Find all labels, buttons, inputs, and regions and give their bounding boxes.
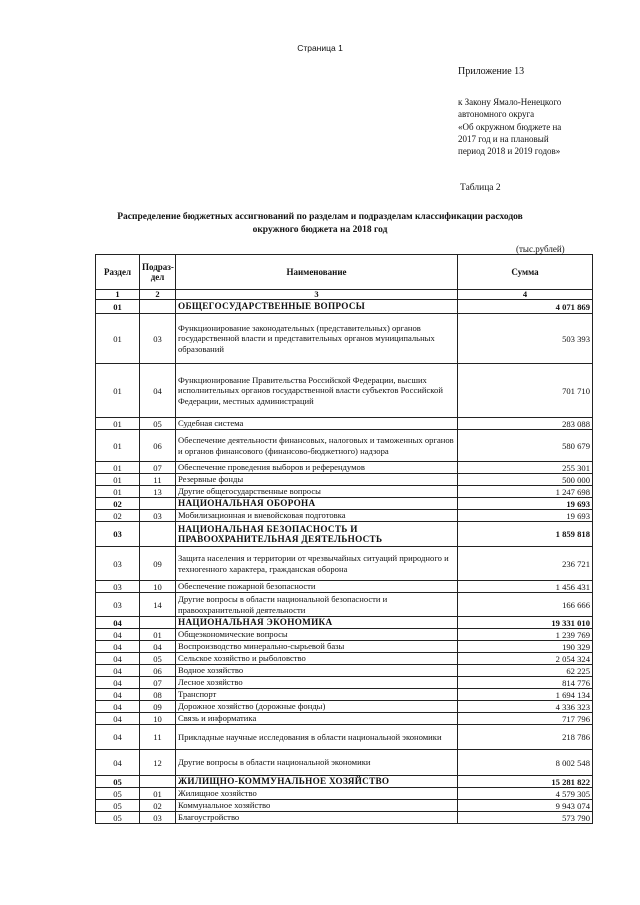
sum-cell: 166 666 [458, 593, 593, 617]
podrazdel-cell [140, 776, 176, 788]
header-podrazdel: Подраз-дел [140, 255, 176, 290]
podrazdel-cell: 03 [140, 314, 176, 364]
sum-cell: 9 943 074 [458, 800, 593, 812]
razdel-cell: 05 [96, 812, 140, 824]
table-row [96, 665, 593, 677]
law-line: автономного округа [458, 109, 535, 120]
header-sum: Сумма [458, 255, 593, 290]
table-row [96, 418, 593, 430]
sum-cell: 701 710 [458, 364, 593, 418]
razdel-cell: 01 [96, 462, 140, 474]
podrazdel-cell: 06 [140, 665, 176, 677]
sum-cell: 4 336 323 [458, 701, 593, 713]
budget-table [95, 254, 593, 824]
sum-cell: 236 721 [458, 547, 593, 581]
podrazdel-cell: 13 [140, 486, 176, 498]
podrazdel-cell: 12 [140, 750, 176, 776]
name-cell: Обеспечение пожарной безопасности [176, 581, 458, 593]
section-row [96, 498, 593, 510]
section-row [96, 522, 593, 547]
table-row [96, 486, 593, 498]
podrazdel-cell: 09 [140, 547, 176, 581]
sum-cell: 4 071 869 [458, 300, 593, 314]
law-line: 2017 год и на плановый [458, 133, 549, 144]
sum-cell: 1 694 134 [458, 689, 593, 701]
sum-cell: 717 796 [458, 713, 593, 725]
column-number: 2 [140, 290, 176, 300]
table-row [96, 701, 593, 713]
table-row [96, 812, 593, 824]
name-cell: Другие общегосударственные вопросы [176, 486, 458, 498]
sum-cell: 580 679 [458, 430, 593, 462]
razdel-cell: 04 [96, 629, 140, 641]
razdel-cell: 04 [96, 665, 140, 677]
sum-cell: 62 225 [458, 665, 593, 677]
name-cell: Коммунальное хозяйство [176, 800, 458, 812]
name-cell: Водное хозяйство [176, 665, 458, 677]
table-row [96, 629, 593, 641]
table-row [96, 788, 593, 800]
name-cell: ЖИЛИЩНО-КОММУНАЛЬНОЕ ХОЗЯЙСТВО [176, 776, 458, 788]
title-line: Распределение бюджетных ассигнований по разделам и подразделам классификации расходов [117, 212, 523, 222]
sum-cell: 500 000 [458, 474, 593, 486]
name-cell: Сельское хозяйство и рыболовство [176, 653, 458, 665]
header-name: Наименование [176, 255, 458, 290]
podrazdel-cell [140, 300, 176, 314]
sum-cell: 1 859 818 [458, 522, 593, 547]
section-row [96, 617, 593, 629]
razdel-cell: 03 [96, 547, 140, 581]
podrazdel-cell: 07 [140, 677, 176, 689]
name-cell: Общеэкономические вопросы [176, 629, 458, 641]
name-cell: Воспроизводство минерально-сырьевой базы [176, 641, 458, 653]
podrazdel-cell: 04 [140, 641, 176, 653]
name-cell: Жилищное хозяйство [176, 788, 458, 800]
razdel-cell: 01 [96, 300, 140, 314]
name-cell: НАЦИОНАЛЬНАЯ ЭКОНОМИКА [176, 617, 458, 629]
sum-cell: 573 790 [458, 812, 593, 824]
podrazdel-cell: 03 [140, 812, 176, 824]
table-row [96, 581, 593, 593]
podrazdel-cell: 08 [140, 689, 176, 701]
razdel-cell: 01 [96, 430, 140, 462]
sum-cell: 255 301 [458, 462, 593, 474]
podrazdel-cell: 10 [140, 713, 176, 725]
name-cell: Другие вопросы в области национальной безопасности и правоохранительной деятельности [176, 593, 458, 617]
razdel-cell: 04 [96, 689, 140, 701]
law-reference [458, 96, 561, 157]
razdel-cell: 03 [96, 581, 140, 593]
name-cell: ОБЩЕГОСУДАРСТВЕННЫЕ ВОПРОСЫ [176, 300, 458, 314]
name-cell: Дорожное хозяйство (дорожные фонды) [176, 701, 458, 713]
name-cell: Другие вопросы в области национальной экономики [176, 750, 458, 776]
razdel-cell: 03 [96, 593, 140, 617]
sum-cell: 8 002 548 [458, 750, 593, 776]
razdel-cell: 04 [96, 713, 140, 725]
razdel-cell: 02 [96, 510, 140, 522]
razdel-cell: 01 [96, 474, 140, 486]
section-row [96, 300, 593, 314]
razdel-cell: 04 [96, 725, 140, 750]
document-title [90, 211, 550, 237]
sum-cell: 1 456 431 [458, 581, 593, 593]
sum-cell: 19 693 [458, 510, 593, 522]
podrazdel-cell: 01 [140, 788, 176, 800]
name-cell: Обеспечение деятельности финансовых, налоговых и таможенных органов и органов финансового (финансово-бюджетного) надзора [176, 430, 458, 462]
column-number: 4 [458, 290, 593, 300]
table-row [96, 677, 593, 689]
name-cell: Функционирование Правительства Российской Федерации, высших исполнительных органов государственной власти субъектов Российской Федерации, местных администраций [176, 364, 458, 418]
sum-cell: 190 329 [458, 641, 593, 653]
name-cell: Резервные фонды [176, 474, 458, 486]
podrazdel-cell: 11 [140, 474, 176, 486]
table-row [96, 689, 593, 701]
name-cell: НАЦИОНАЛЬНАЯ БЕЗОПАСНОСТЬ И ПРАВООХРАНИТЕЛЬНАЯ ДЕЯТЕЛЬНОСТЬ [176, 522, 458, 547]
section-row [96, 776, 593, 788]
razdel-cell: 04 [96, 641, 140, 653]
podrazdel-cell: 01 [140, 629, 176, 641]
podrazdel-cell: 03 [140, 510, 176, 522]
table-row [96, 430, 593, 462]
law-line: к Закону Ямало-Ненецкого [458, 97, 562, 107]
podrazdel-cell: 02 [140, 800, 176, 812]
podrazdel-cell: 06 [140, 430, 176, 462]
table-row [96, 641, 593, 653]
table-row [96, 462, 593, 474]
podrazdel-cell: 05 [140, 653, 176, 665]
razdel-cell: 03 [96, 522, 140, 547]
sum-cell: 503 393 [458, 314, 593, 364]
podrazdel-cell [140, 522, 176, 547]
table-row [96, 364, 593, 418]
sum-cell: 19 693 [458, 498, 593, 510]
name-cell: Транспорт [176, 689, 458, 701]
podrazdel-cell [140, 617, 176, 629]
title-line: окружного бюджета на 2018 год [252, 225, 388, 235]
name-cell: Лесное хозяйство [176, 677, 458, 689]
name-cell: НАЦИОНАЛЬНАЯ ОБОРОНА [176, 498, 458, 510]
podrazdel-cell: 07 [140, 462, 176, 474]
razdel-cell: 01 [96, 314, 140, 364]
podrazdel-cell: 09 [140, 701, 176, 713]
sum-cell: 15 281 822 [458, 776, 593, 788]
table-row [96, 750, 593, 776]
sum-cell: 218 786 [458, 725, 593, 750]
table-row [96, 593, 593, 617]
razdel-cell: 01 [96, 486, 140, 498]
podrazdel-cell [140, 498, 176, 510]
razdel-cell: 05 [96, 776, 140, 788]
sum-cell: 19 331 010 [458, 617, 593, 629]
podrazdel-cell: 05 [140, 418, 176, 430]
name-cell: Прикладные научные исследования в области национальной экономики [176, 725, 458, 750]
column-number: 3 [176, 290, 458, 300]
sum-cell: 4 579 305 [458, 788, 593, 800]
podrazdel-cell: 11 [140, 725, 176, 750]
razdel-cell: 04 [96, 750, 140, 776]
sum-cell: 814 776 [458, 677, 593, 689]
page-label: Страница 1 [297, 43, 343, 53]
table-row [96, 725, 593, 750]
table-row [96, 547, 593, 581]
column-number: 1 [96, 290, 140, 300]
law-line: «Об окружном бюджете на [458, 121, 562, 132]
razdel-cell: 02 [96, 498, 140, 510]
table-row [96, 510, 593, 522]
sum-cell: 283 088 [458, 418, 593, 430]
razdel-cell: 05 [96, 800, 140, 812]
razdel-cell: 05 [96, 788, 140, 800]
sum-cell: 1 247 698 [458, 486, 593, 498]
name-cell: Мобилизационная и вневойсковая подготовка [176, 510, 458, 522]
law-line: период 2018 и 2019 годов» [458, 146, 561, 157]
table-row [96, 713, 593, 725]
razdel-cell: 04 [96, 677, 140, 689]
sum-cell: 1 239 769 [458, 629, 593, 641]
table-row [96, 800, 593, 812]
podrazdel-cell: 10 [140, 581, 176, 593]
sum-cell: 2 054 324 [458, 653, 593, 665]
appendix-label: Приложение 13 [458, 66, 525, 77]
table-row [96, 314, 593, 364]
razdel-cell: 01 [96, 364, 140, 418]
table-row [96, 653, 593, 665]
name-cell: Защита населения и территории от чрезвычайных ситуаций природного и техногенного характера, гражданская оборона [176, 547, 458, 581]
header-razdel: Раздел [96, 255, 140, 290]
razdel-cell: 04 [96, 701, 140, 713]
name-cell: Благоустройство [176, 812, 458, 824]
table-number: Таблица 2 [460, 183, 501, 193]
name-cell: Судебная система [176, 418, 458, 430]
table-row [96, 474, 593, 486]
razdel-cell: 04 [96, 653, 140, 665]
podrazdel-cell: 04 [140, 364, 176, 418]
name-cell: Связь и информатика [176, 713, 458, 725]
podrazdel-cell: 14 [140, 593, 176, 617]
name-cell: Обеспечение проведения выборов и референдумов [176, 462, 458, 474]
razdel-cell: 01 [96, 418, 140, 430]
razdel-cell: 04 [96, 617, 140, 629]
name-cell: Функционирование законодательных (представительных) органов государственной власти и представительных органов муниципальных образований [176, 314, 458, 364]
units-label: (тыс.рублей) [516, 244, 565, 254]
